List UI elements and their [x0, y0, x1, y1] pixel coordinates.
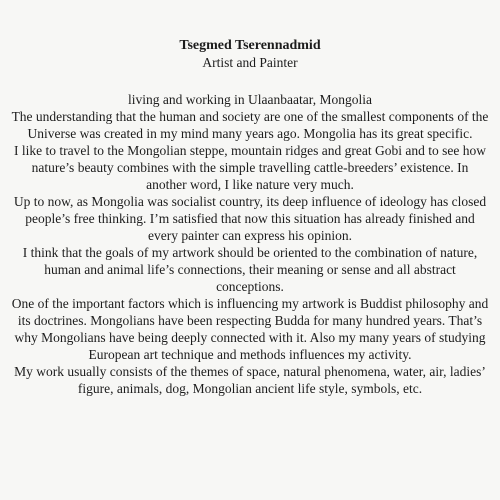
artist-location: living and working in Ulaanbaatar, Mongolia: [128, 92, 372, 107]
artist-biography: [10, 91, 490, 397]
bio-paragraph-2: I like to travel to the Mongolian steppe, mountain ridges and great Gobi and to see how nature’s beauty combines with the simple travelling cattle-breeders’ existence. In another word, I like nature very much.: [13, 143, 486, 192]
bio-paragraph-6: My work usually consists of the themes of space, natural phenomena, water, air, ladies’ figure, animals, dog, Mongolian ancient life style, symbols, etc.: [14, 364, 486, 396]
bio-paragraph-5: One of the important factors which is influencing my artwork is Buddist philosophy and its doctrines. Mongolians have been respecting Budda for many hundred years. That’s why Mongolians have being deeply connected with it. Also my many years of studying European art technique and methods influences my activity.: [11, 296, 489, 362]
artist-name: Tsegmed Tserennadmid: [179, 38, 321, 53]
bio-paragraph-3: Up to now, as Mongolia was socialist country, its deep influence of ideology has closed people’s free thinking. I’m satisfied that now this situation has already finished and every painter can express his opinion.: [13, 194, 487, 243]
bio-paragraph-1: The understanding that the human and society are one of the smallest components of the Universe was created in my mind many years ago. Mongolia has its great specific.: [11, 109, 489, 141]
bio-paragraph-4: I think that the goals of my artwork should be oriented to the combination of nature, human and animal life’s connections, their meaning or sense and all abstract conceptions.: [22, 245, 478, 294]
artist-role: Artist and Painter: [202, 55, 298, 70]
bio-header: [0, 38, 500, 72]
